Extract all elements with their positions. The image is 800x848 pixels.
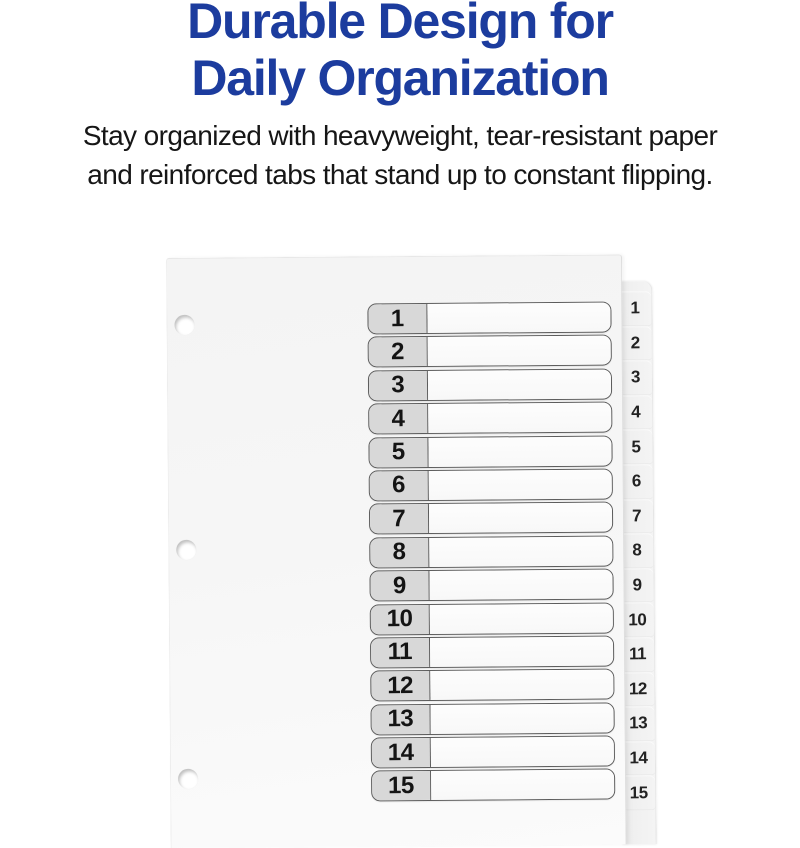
- index-tab-8: 8: [620, 533, 653, 568]
- toc-row: [371, 736, 615, 769]
- toc-row: [370, 635, 614, 668]
- toc-row: [368, 402, 612, 435]
- toc-row-number: 11: [371, 638, 430, 667]
- toc-row-number: 9: [370, 571, 429, 600]
- toc-row-entry-blank: [427, 303, 611, 333]
- page-title-line2: Daily Organization: [191, 50, 609, 106]
- toc-row: [368, 435, 612, 468]
- toc-row-entry-blank: [429, 636, 613, 666]
- toc-row-entry-blank: [430, 703, 614, 733]
- page-subtitle: [0, 116, 800, 194]
- index-tab-13: 13: [622, 706, 655, 741]
- toc-row: [368, 335, 612, 368]
- toc-row-entry-blank: [430, 737, 614, 767]
- toc-row-number: 5: [369, 438, 428, 467]
- toc-row: [369, 502, 613, 535]
- punch-hole: [176, 540, 196, 560]
- header: [0, 0, 800, 194]
- index-tab-5: 5: [619, 430, 652, 465]
- index-tab-11: 11: [621, 637, 654, 672]
- toc-row: [371, 769, 615, 802]
- index-tab-12: 12: [621, 672, 654, 707]
- index-tab-14: 14: [622, 741, 655, 776]
- toc-row: [369, 569, 613, 602]
- toc-row-entry-blank: [429, 570, 613, 600]
- toc-row: [367, 302, 611, 335]
- toc-row-entry-blank: [428, 436, 612, 466]
- toc-row-entry-blank: [428, 469, 612, 499]
- toc-row-number: 13: [372, 705, 431, 734]
- toc-row-entry-blank: [429, 603, 613, 633]
- toc-row: [369, 468, 613, 501]
- toc-row-number: 12: [371, 671, 430, 700]
- toc-row-number: 4: [369, 404, 428, 433]
- toc-row: [368, 368, 612, 401]
- index-tab-3: 3: [619, 360, 652, 395]
- index-tab-15: 15: [622, 775, 655, 810]
- toc-row: [371, 702, 615, 735]
- index-tab-6: 6: [620, 464, 653, 499]
- toc-row: [369, 535, 613, 568]
- toc-row-entry-blank: [428, 503, 612, 533]
- divider-sheet: [166, 254, 648, 848]
- toc-row-number: 14: [372, 738, 431, 767]
- table-of-contents: [367, 302, 615, 805]
- page-title-line1: Durable Design for: [187, 0, 613, 49]
- toc-row-number: 8: [370, 538, 429, 567]
- punch-hole: [174, 315, 194, 335]
- toc-row: [370, 602, 614, 635]
- toc-row-number: 6: [370, 471, 429, 500]
- page-subtitle-line1: Stay organized with heavyweight, tear-resistant paper: [82, 120, 718, 151]
- index-tab-1: 1: [618, 291, 651, 326]
- punch-hole: [178, 769, 198, 789]
- toc-row-number: 2: [369, 337, 428, 366]
- toc-row-number: 10: [371, 604, 430, 633]
- toc-row: [370, 669, 614, 702]
- page-title: [0, 0, 800, 107]
- toc-row-number: 7: [370, 504, 429, 533]
- toc-row-entry-blank: [428, 403, 612, 433]
- toc-row-number: 1: [368, 304, 427, 333]
- toc-row-number: 3: [369, 371, 428, 400]
- index-tab-4: 4: [619, 395, 652, 430]
- toc-row-entry-blank: [429, 536, 613, 566]
- toc-row-entry-blank: [427, 336, 611, 366]
- index-tab-2: 2: [619, 326, 652, 361]
- toc-row-entry-blank: [431, 770, 615, 800]
- index-tab-9: 9: [620, 568, 653, 603]
- index-tab-7: 7: [620, 499, 653, 534]
- toc-row-entry-blank: [427, 369, 611, 399]
- page-subtitle-line2: and reinforced tabs that stand up to constant flipping.: [87, 159, 713, 190]
- toc-row-entry-blank: [430, 670, 614, 700]
- index-tab-10: 10: [621, 603, 654, 638]
- toc-row-number: 15: [372, 771, 431, 800]
